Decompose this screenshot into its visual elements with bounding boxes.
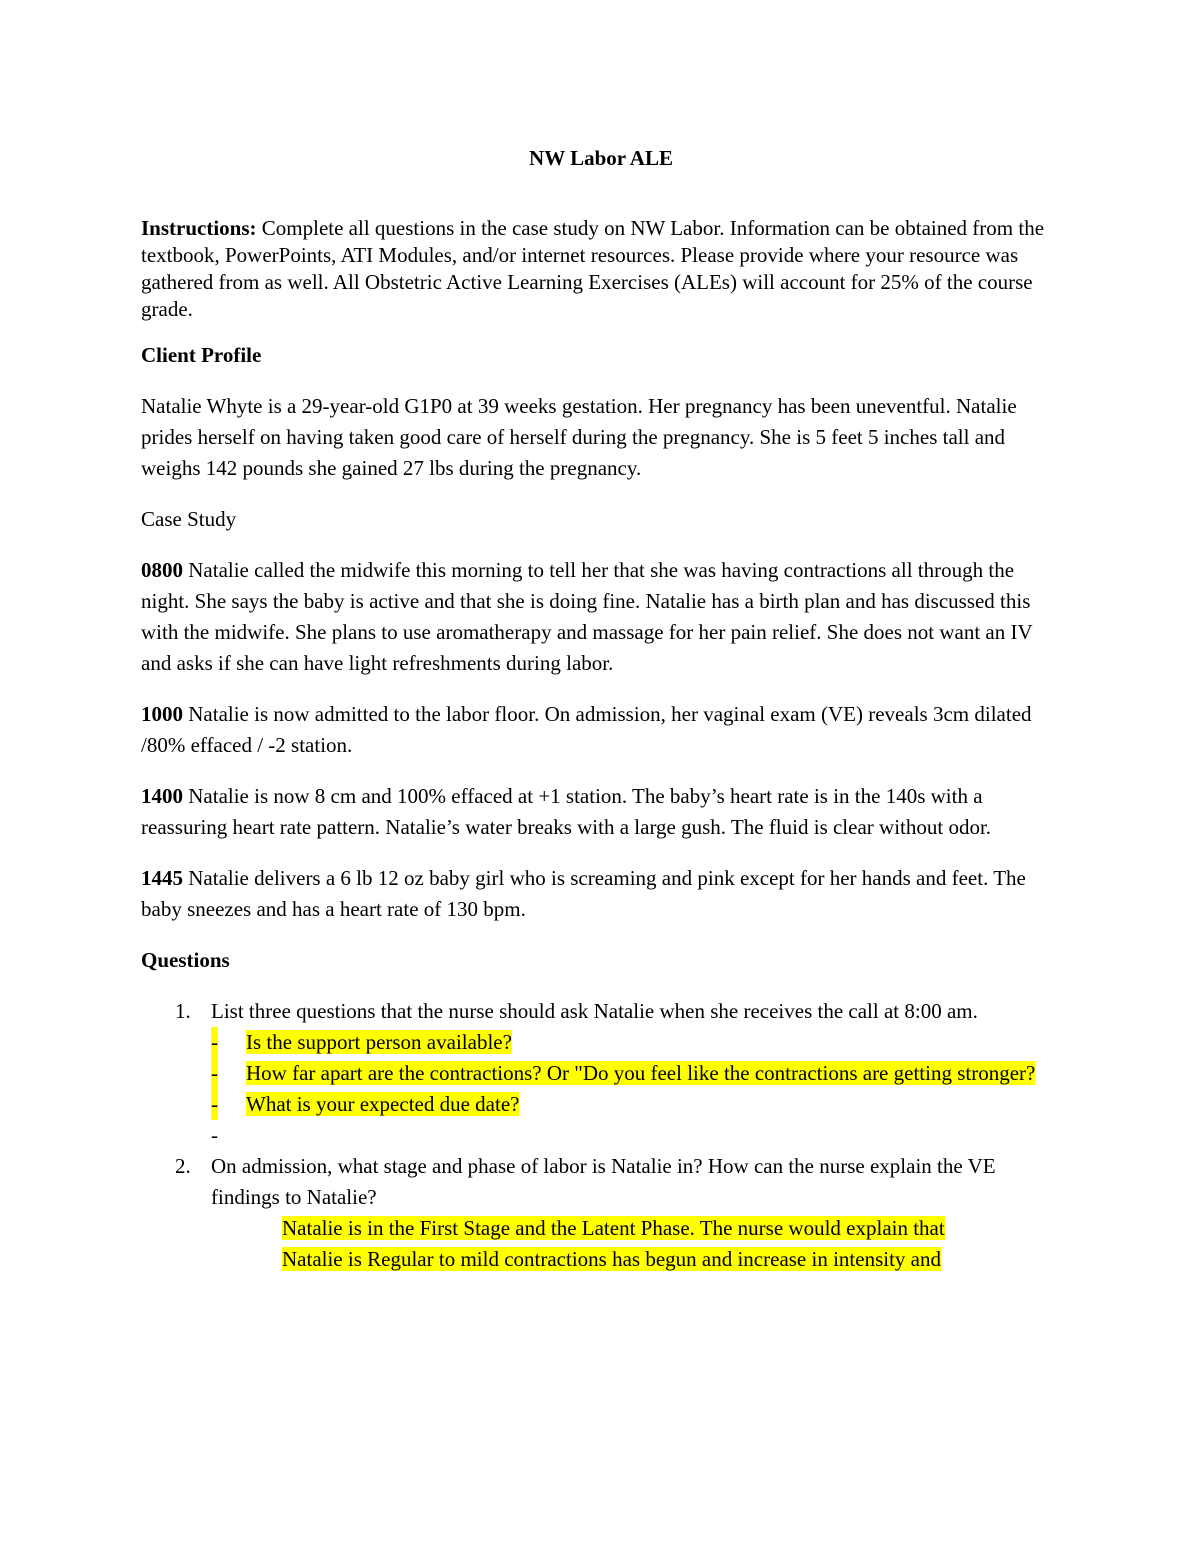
entry-text: Natalie is now admitted to the labor floor. On admission, her vaginal exam (VE) reveals 3cm dilated /80% effaced / -2 station. <box>141 702 1032 757</box>
answer-item <box>211 1089 1061 1120</box>
entry-text: Natalie is now 8 cm and 100% effaced at +1 station. The baby’s heart rate is in the 140s with a reassuring heart rate pattern. Natalie’s water breaks with a large gush. The fluid is clear without odor. <box>141 784 992 839</box>
question-number: 2. <box>175 1154 191 1178</box>
instructions-text: Complete all questions in the case study on NW Labor. Information can be obtained from the textbook, PowerPoints, ATI Modules, and/or internet resources. Please provide where your resource was gathered from as well. All Obstetric Active Learning Exercises (ALEs) will account for 25% of the course grade. <box>141 216 1045 321</box>
entry-time: 1400 <box>141 784 183 808</box>
entry-time: 1000 <box>141 702 183 726</box>
bullet-dash: - <box>211 1123 218 1147</box>
client-profile-heading: Client Profile <box>141 343 262 367</box>
questions-list <box>141 996 1061 1275</box>
instructions-paragraph <box>141 215 1061 323</box>
bullet-dash: - <box>211 1058 218 1089</box>
document-page <box>141 143 1061 1275</box>
answer-text: How far apart are the contractions? Or "Do you feel like the contractions are getting stronger? <box>246 1061 1036 1085</box>
entry-time: 1445 <box>141 866 183 890</box>
entry-text: Natalie called the midwife this morning to tell her that she was having contractions all through the night. She says the baby is active and that she is doing fine. Natalie has a birth plan and has discussed this with the midwife. She plans to use aromatherapy and massage for her pain relief. She does not want an IV and asks if she can have light refreshments during labor. <box>141 558 1033 675</box>
answer-text: What is your expected due date? <box>246 1092 520 1116</box>
client-profile-text: Natalie Whyte is a 29-year-old G1P0 at 39 weeks gestation. Her pregnancy has been uneventful. Natalie prides herself on having taken good care of herself during the pregnancy. She is 5 feet 5 inches tall and weighs 142 pounds she gained 27 lbs during the pregnancy. <box>141 394 1017 480</box>
answer-list <box>211 1027 1061 1151</box>
questions-heading: Questions <box>141 948 230 972</box>
question-number: 1. <box>175 999 191 1023</box>
question-text: On admission, what stage and phase of labor is Natalie in? How can the nurse explain the VE findings to Natalie? <box>211 1154 996 1209</box>
bullet-dash: - <box>211 1089 218 1120</box>
timeline-entry-0800 <box>141 555 1061 679</box>
question-item <box>141 1151 1061 1275</box>
answer-item <box>211 1058 1061 1089</box>
timeline-entry-1000 <box>141 699 1061 761</box>
entry-text: Natalie delivers a 6 lb 12 oz baby girl who is screaming and pink except for her hands and feet. The baby sneezes and has a heart rate of 130 bpm. <box>141 866 1026 921</box>
entry-time: 0800 <box>141 558 183 582</box>
answer-item-empty <box>211 1120 1061 1151</box>
question-text: List three questions that the nurse should ask Natalie when she receives the call at 8:00 am. <box>211 999 978 1023</box>
case-study-label: Case Study <box>141 507 237 531</box>
instructions-label: Instructions: <box>141 216 257 240</box>
question-item <box>141 996 1061 1151</box>
answer-text: Natalie is in the First Stage and the Latent Phase. The nurse would explain that Natalie is Regular to mild contractions has begun and increase in intensity and <box>282 1216 945 1271</box>
timeline-entry-1445 <box>141 863 1061 925</box>
answer-item <box>211 1027 1061 1058</box>
document-title: NW Labor ALE <box>529 146 673 170</box>
answer-text: Is the support person available? <box>246 1030 512 1054</box>
answer-text <box>246 1123 251 1147</box>
bullet-dash: - <box>211 1027 218 1058</box>
timeline-entry-1400 <box>141 781 1061 843</box>
answer-paragraph <box>141 1213 991 1275</box>
